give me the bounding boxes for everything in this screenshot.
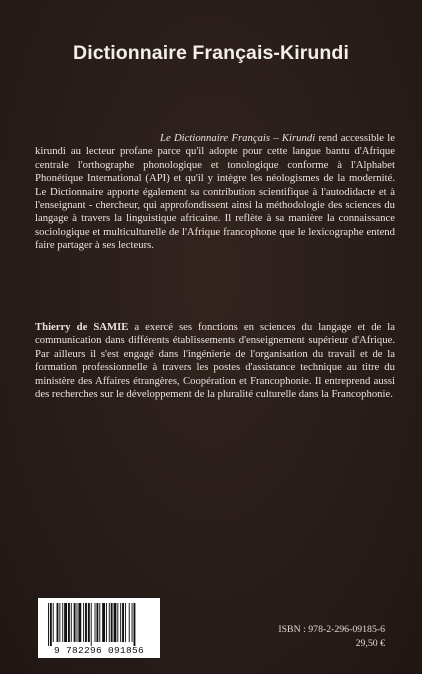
- cover-title: Dictionnaire Français-Kirundi: [73, 42, 349, 64]
- price: 29,50 €: [355, 638, 385, 649]
- isbn-number: ISBN : 978-2-296-09185-6: [278, 624, 385, 635]
- book-description: [35, 132, 395, 253]
- author-name: Thierry de SAMIE: [35, 321, 129, 333]
- barcode-digits: 9 782296 091856: [53, 645, 144, 656]
- author-biography: [35, 321, 395, 401]
- description-book-title: Le Dictionnaire Français – Kirundi: [160, 132, 316, 144]
- author-bio-text: a exercé ses fonctions en sciences du langage et de la communication dans différents établissements d'enseignement supérieur d'Afrique. Par ailleurs il s'est engagé dans l'ingénierie de l'organisation du travail et de la formation professionnelle à travers les postes d'assistance technique au titre du ministère des Affaires étrangères, Coopération et Francophonie. Il entreprend aussi des recherches sur le développement de la pluralité culturelle dans la Francophonie.: [35, 321, 395, 401]
- description-text: rend accessible le kirundi au lecteur profane parce qu'il adopte pour cette langue bantu d'Afrique centrale l'orthographe phonologique et tonologique conforme à l'Alphabet Phonétique International (API) et qu'il y intègre les néologismes de la modernité. Le Dictionnaire apporte également sa contribution scientifique à l'autodidacte et à l'enseignant - chercheur, qui approfondissent ainsi la méthodologie des sciences du langage à travers la linguistique africaine. Il reflète à sa manière la connaissance sociologique et multiculturelle de l'Afrique francophone que le lexicographe entend faire partager à ses lecteurs.: [35, 132, 395, 252]
- barcode-bars: [38, 598, 160, 646]
- barcode: [38, 598, 160, 658]
